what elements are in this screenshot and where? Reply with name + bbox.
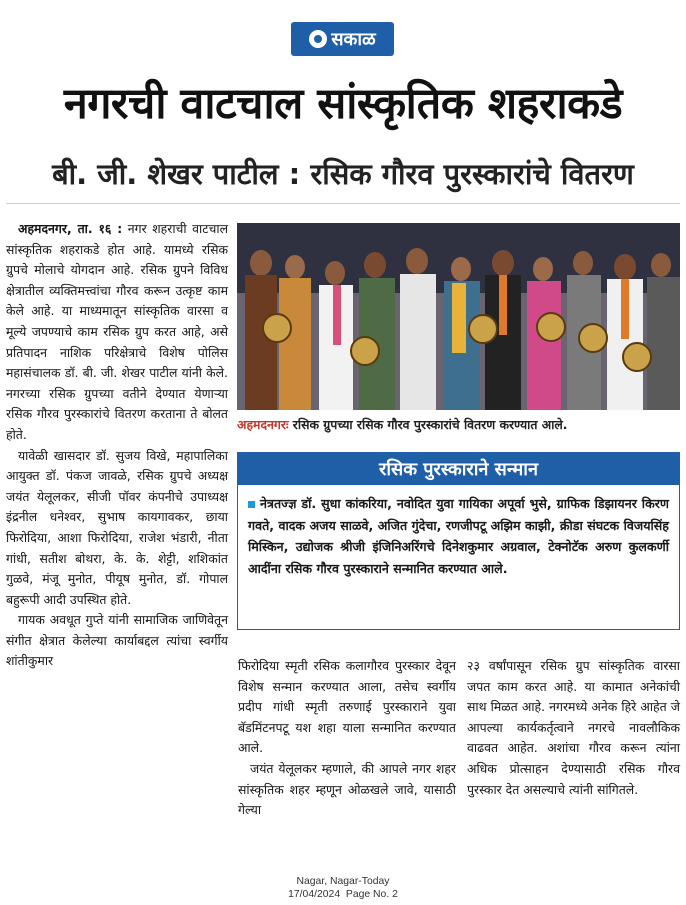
awards-box-body xyxy=(238,485,679,585)
event-photo-image xyxy=(237,223,680,410)
article-paragraph: गायक अवधूत गुप्ते यांनी सामाजिक जाणिवेतून संगीत क्षेत्रात केलेल्या कार्याबद्दल त्यांचा स्वर्गीय शांतीकुमार xyxy=(6,612,228,669)
page-footer xyxy=(0,875,686,901)
article-column-3 xyxy=(467,656,680,800)
photo-caption xyxy=(237,416,680,433)
awards-box-text: नेत्रतज्ज्ञ डॉ. सुधा कांकरिया, नवोदित युवा गायिका अपूर्वा भुसे, ग्राफिक डिझायनर किरण गवते, वादक अजय साळवे, अजित गुंदेचा, रणजीपटू अझिम काझी, क्रीडा संघटक विजयसिंह मिस्किन, उद्योजक श्रीजी इंजिनिअरिंगचे दिनेशकुमार अग्रवाल, टेक्नोटॅक अरुण कुलकर्णी आदींना रसिक गौरव पुरस्काराने सन्मानित करण्यात आले. xyxy=(248,496,669,576)
headline: नगरची वाटचाल सांस्कृतिक शहराकडे xyxy=(63,79,623,129)
masthead-logo xyxy=(291,22,394,56)
awards-box xyxy=(237,452,680,630)
footer-date-page: 17/04/2024 Page No. 2 xyxy=(288,889,398,900)
bullet-icon xyxy=(248,501,255,508)
dateline: अहमदनगर, ता. १६ : xyxy=(18,221,123,236)
caption-text: रसिक ग्रुपच्या रसिक गौरव पुरस्कारांचे वितरण करण्यात आले. xyxy=(292,417,568,432)
caption-place: अहमदनगरः xyxy=(237,417,289,432)
article-column-2 xyxy=(238,656,456,821)
footer-edition: Nagar, Nagar-Today xyxy=(296,876,390,887)
article-paragraph xyxy=(6,219,228,446)
awards-box-title: रसिक पुरस्काराने सन्मान xyxy=(238,453,679,485)
article-paragraph: फिरोदिया स्मृती रसिक कलागौरव पुरस्कार देवून विशेष सन्मान करण्यात आला, तसेच स्वर्गीय प्रदीप गांधी स्मृती तरुणाई पुरस्काराने युवा बॅडमिंटनपटू यश शहा याला सन्मानित करण्यात आले. xyxy=(238,658,456,756)
logo-text: सकाळ xyxy=(331,29,376,50)
subheadline: बी. जी. शेखर पाटील : रसिक गौरव पुरस्कारांचे वितरण xyxy=(52,157,634,191)
article-paragraph: २३ वर्षांपासून रसिक ग्रुप सांस्कृतिक वारसा जपत काम करत आहे. या कामात अनेकांची साथ मिळत आहे. नगरमध्ये अनेक हिरे आहेत जे आपल्या कार्यकर्तृत्वाने नगरचे नावलौकिक वाढवत आहेत. अशांचा गौरव करून त्यांना अधिक प्रोत्साहन देण्यासाठी रसिक गौरव पुरस्कार देत असल्याचे त्यांनी सांगितले. xyxy=(467,658,680,797)
article-paragraph: जयंत येलूलकर म्हणाले, की आपले नगर शहर सांस्कृतिक शहर म्हणून ओळखले जावे, यासाठी गेल्या xyxy=(238,760,456,818)
article-paragraph: यावेळी खासदार डॉ. सुजय विखे, महापालिका आयुक्त डॉ. पंकज जावळे, रसिक ग्रुपचे अध्यक्ष जयंत येलूलकर, सीजी पॉवर कंपनीचे उपाध्यक्ष इंद्रनील धनेश्वर, सुभाष कायगावकर, छाया फिरोदिया, आशा फिरोदिया, राजेश भंडारी, नीता गांधी, सतीश बोथरा, के. के. शेट्टी, शशिकांत गुळवे, मंजू मुनोत, पीयूष मुनोत, डॉ. गोपाल बहुरूपी आदी उपस्थित होते. xyxy=(6,447,228,607)
event-photo xyxy=(237,223,680,410)
sakal-logo-mark-icon xyxy=(309,30,327,48)
divider xyxy=(6,203,680,204)
article-column-1 xyxy=(6,219,228,672)
paragraph-text: नगर शहराची वाटचाल सांस्कृतिक शहराकडे होत आहे. यामध्ये रसिक ग्रुपचे मोलाचे योगदान आहे. रसिक ग्रुपने विविध क्षेत्रातील व्यक्तिमत्त्वांचा गौरव करून उत्कृष्ट काम केले आहे. या माध्यमातून सांस्कृतिक वारसा व मूल्ये जपण्याचे काम रसिक ग्रुप करत आहे, असे प्रतिपादन नाशिक परिक्षेत्राचे विशेष पोलिस महासंचालक डॉ. बी. जी. शेखर पाटील यांनी केले. नगरच्या रसिक ग्रुपच्या वतीने देण्यात येणाऱ्या रसिक गौरव पुरस्कारांचे वितरण करताना ते बोलत होते. xyxy=(6,221,228,442)
